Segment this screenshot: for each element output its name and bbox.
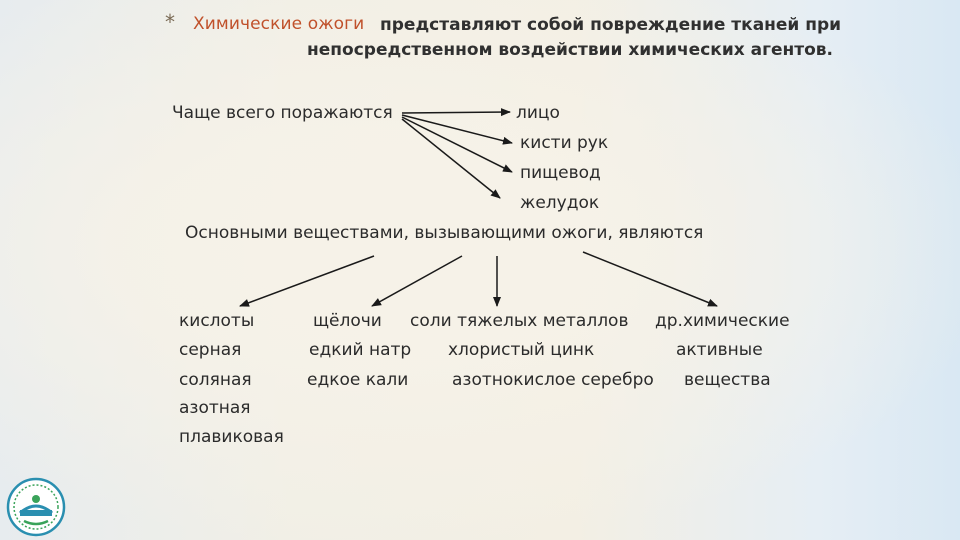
group-salts-item: азотнокислое серебро — [452, 370, 654, 390]
affected-item-esophagus: пищевод — [520, 163, 601, 183]
arrow-to-face — [402, 112, 510, 113]
institution-emblem-icon — [6, 477, 66, 537]
group-acids-item: плавиковая — [179, 427, 284, 447]
arrow-to-hands — [402, 115, 512, 143]
affected-item-stomach: желудок — [520, 193, 600, 213]
group-acids-item: серная — [179, 340, 242, 360]
affected-item-face: лицо — [516, 103, 560, 123]
title-line-1: представляют собой повреждение тканей при — [380, 15, 842, 35]
affected-item-hands: кисти рук — [520, 133, 609, 153]
title-line-2: непосредственном воздействии химических агентов. — [307, 40, 833, 60]
group-alkalis-name: щёлочи — [313, 311, 382, 331]
group-other-item: вещества — [684, 370, 771, 390]
group-acids-name: кислоты — [179, 311, 255, 331]
group-alkalis-item: едкое кали — [307, 370, 409, 390]
group-salts-name: соли тяжелых металлов — [410, 311, 629, 331]
group-acids-item: азотная — [179, 398, 251, 418]
group-acids-item: соляная — [179, 370, 252, 390]
group-other-name: др.химические — [655, 311, 790, 331]
affected-label: Чаще всего поражаются — [172, 103, 393, 123]
substances-heading: Основными веществами, вызывающими ожоги, являются — [185, 223, 704, 243]
group-alkalis-item: едкий натр — [309, 340, 412, 360]
title-bullet-icon: * — [165, 10, 175, 34]
title-lead-term: Химические ожоги — [193, 14, 365, 34]
group-other-item: активные — [676, 340, 763, 360]
arrow-to-other — [583, 252, 717, 306]
arrow-to-alkalis — [372, 256, 462, 306]
group-salts-item: хлористый цинк — [448, 340, 595, 360]
arrow-to-acids — [240, 256, 374, 306]
